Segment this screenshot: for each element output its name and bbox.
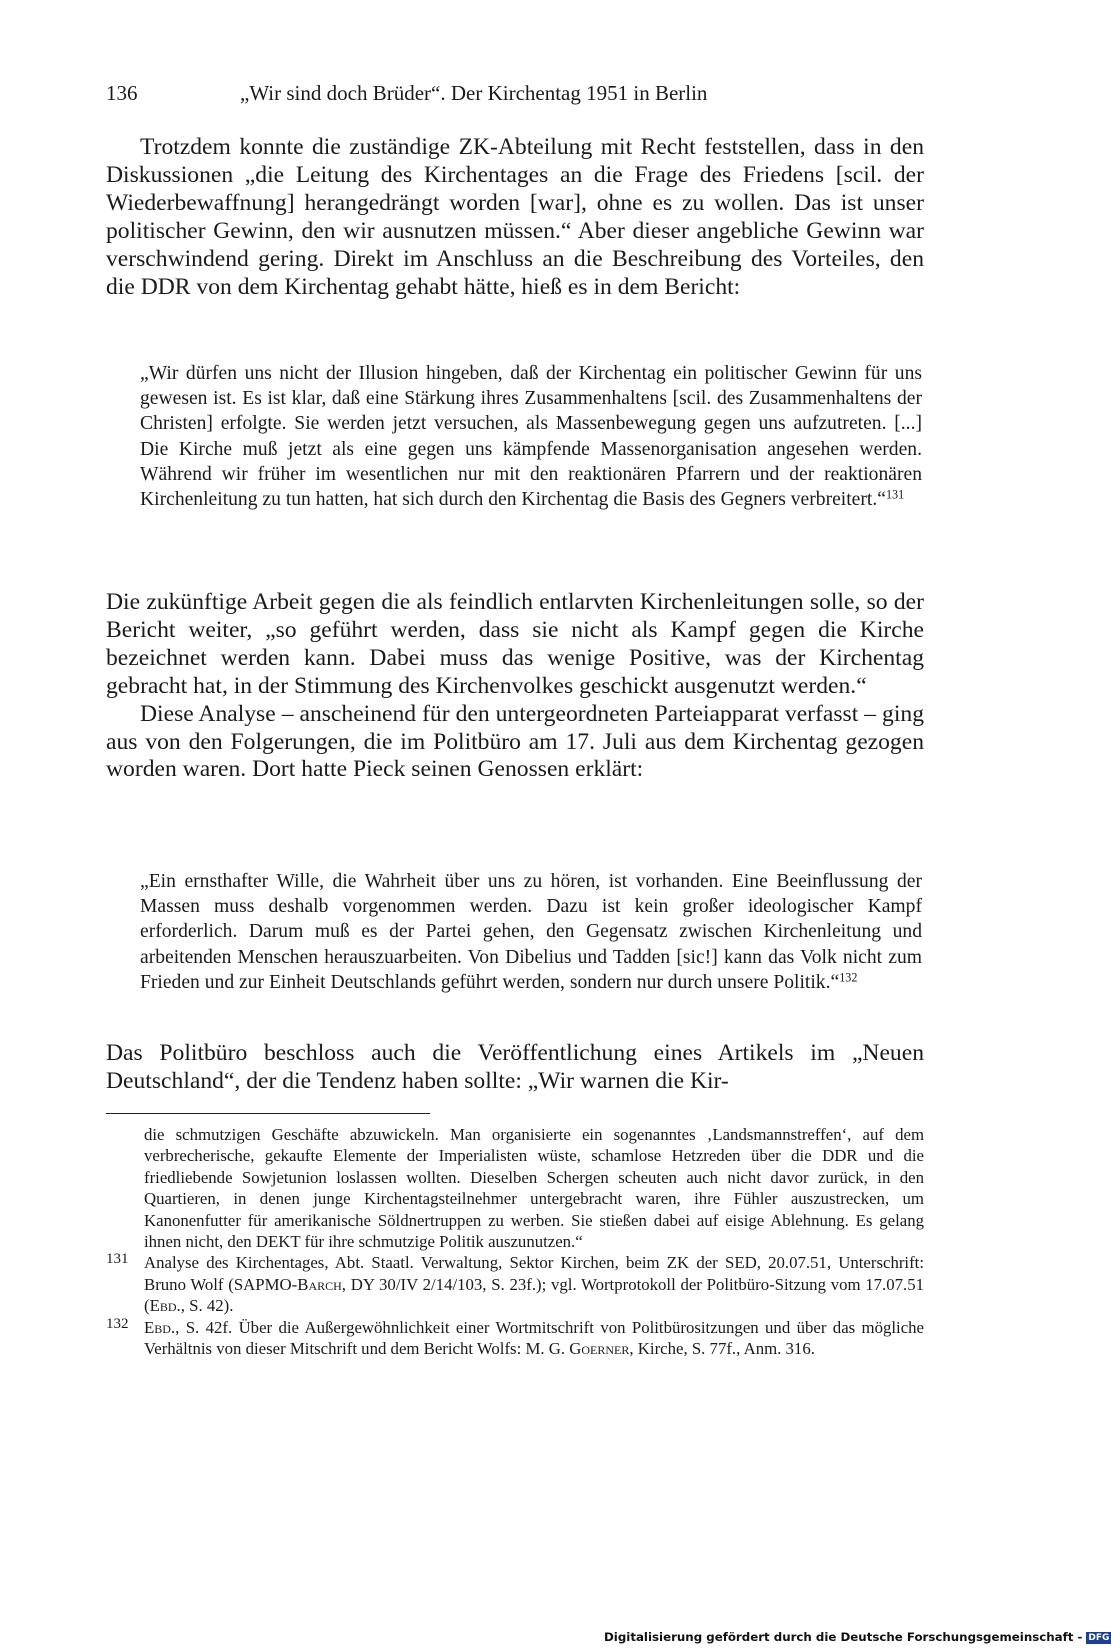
- footnote-text: , Kirche, S. 77f., Anm. 316.: [629, 1339, 815, 1359]
- paragraph-text: Trotzdem konnte die zuständige ZK-Abteilung mit Recht feststellen, dass in den Diskussionen „die Leitung des Kirchentages an die Frage des Friedens [scil. der Wiederbewaffnung] herangedrängt worden [war], ohne es zu wollen. Das ist unser politischer Gewinn, den wir ausnutzen müssen.“ Aber dieser angebliche Gewinn war verschwindend gering. Direkt im Anschluss an die Beschreibung des Vorteiles, den die DDR von dem Kirchentag gehabt hätte, hieß es in dem Bericht:: [106, 134, 924, 300]
- quote-body: „Wir dürfen uns nicht der Illusion hingeben, daß der Kirchentag ein politischer Gewinn für uns gewesen ist. Es ist klar, daß eine Stärkung ihres Zusammenhaltens [scil. des Zusammenhaltens der Christen] erfolgte. Sie werden jetzt versuchen, als Massenbewegung gegen uns aufzutreten. [...] Die Kirche muß jetzt als eine gegen uns kämpfende Massenorganisation angesehen werden. Während wir früher im wesentlichen nur mit den reaktionären Pfarrern und der reaktionären Kirchenleitung zu tun hatten, hat sich durch den Kirchentag die Basis des Gegners verbreitert.“: [140, 363, 922, 511]
- paragraph-text: Die zukünftige Arbeit gegen die als feindlich entlarvten Kirchenleitungen solle, so der Bericht weiter, „so geführt werden, dass sie nicht als Kampf gegen die Kirche bezeichnet werden kann. Dabei muss das wenige Positive, was der Kirchentag gebracht hat, in der Stimmung des Kirchenvolkes geschickt ausgenutzt werden.“: [106, 589, 924, 699]
- dfg-logo-badge: DFG: [1088, 1632, 1110, 1643]
- body-paragraph-1: [106, 134, 924, 301]
- dfg-funding-banner: [604, 1628, 1111, 1646]
- paragraph-text: Das Politbüro beschloss auch die Veröffentlichung eines Artikels im „Neuen Deutschland“, der die Tendenz haben sollte: „Wir warnen die Kir-: [106, 1040, 924, 1094]
- footnote-text-smallcaps: arch: [308, 1274, 342, 1294]
- footnotes: [106, 1124, 924, 1359]
- footnote-separator: [106, 1113, 430, 1114]
- footnote-text: Analyse des Kirchentages, Abt. Staatl. Verwaltung, Sektor Kirchen, beim ZK der SED, 20.07.51, Unterschrift: Bruno Wolf (SAPMO-B: [144, 1253, 924, 1294]
- block-quote-2: [140, 869, 922, 995]
- footnote-continuation: die schmutzigen Geschäfte abzuwickeln. Man organisierte ein sogenanntes ‚Landsmannstreffen‘, auf dem verbrecherische, gekaufte Elemente der Imperialisten wüste, schamlose Hetzreden über die DDR und die friedliebende Sowjetunion loslassen wollten. Dieselben Schergen scheuten auch nicht davor zurück, in den Quartieren, in denen junge Kirchentagsteilnehmer untergebracht waren, ihre Fühler auszustrecken, um Kanonenfutter für amerikanische Söldnertruppen zu werben. Sie stießen dabei auf eisige Ablehnung. Es gelang ihnen nicht, den DEKT für ihre schmutzige Politik auszunutzen.“: [144, 1125, 924, 1252]
- quote-text: [140, 361, 922, 512]
- footnote-text-smallcaps: Ebd.: [149, 1296, 181, 1316]
- footnote-number: 131: [106, 1251, 129, 1268]
- footnote-ref-132: 132: [839, 970, 858, 985]
- footnote-132: [106, 1315, 924, 1360]
- footnote-131: [106, 1251, 924, 1316]
- footnote-number: 132: [106, 1315, 129, 1332]
- running-header: [106, 76, 906, 110]
- paragraph-text: Diese Analyse – anscheinend für den untergeordneten Parteiapparat verfasst – ging aus von den Folgerungen, die im Politbüro am 17. Juli aus dem Kirchentag gezogen worden waren. Dort hatte Pieck seinen Genossen erklärt:: [106, 700, 924, 783]
- footnote-ref-131: 131: [885, 487, 905, 502]
- body-paragraph-4: [106, 1040, 924, 1096]
- footnote-text-smallcaps: Goerner: [569, 1339, 630, 1359]
- footnote-text-smallcaps: Ebd.: [144, 1317, 176, 1337]
- footnote-text: , S. 42).: [180, 1296, 234, 1316]
- footnote-text: , S. 42f. Über die Außergewöhnlichkeit einer Wortmitschrift von Politbürositzungen und über das mögliche Verhältnis von dieser Mitschrift und dem Bericht Wolfs: M. G.: [144, 1317, 924, 1359]
- footnote-text: , DY 30/IV 2/14/103, S. 23f.); vgl. Wortprotokoll der Politbüro-Sitzung vom 17.07.51 (: [144, 1274, 924, 1316]
- banner-text: Digitalisierung gefördert durch die Deutsche Forschungsgemeinschaft -: [604, 1630, 1083, 1644]
- body-paragraphs-2-3: [106, 589, 924, 784]
- page-number: 136: [106, 81, 138, 105]
- quote-text: [140, 869, 922, 995]
- running-title: „Wir sind doch Brüder“. Der Kirchentag 1951 in Berlin: [240, 81, 708, 105]
- quote-body: „Ein ernsthafter Wille, die Wahrheit über uns zu hören, ist vorhanden. Eine Beeinflussung der Massen muss deshalb vorgenommen werden. Dazu ist kein großer ideologischer Kampf erforderlich. Darum muß es der Partei gehen, den Gegensatz zwischen Kirchenleitung und arbeitenden Menschen herauszuarbeiten. Von Dibelius und Tadden [sic!] kann das Volk nicht zum Frieden und zur Einheit Deutschlands geführt werden, sondern nur durch unsere Politik.“: [140, 871, 922, 993]
- block-quote-1: [140, 361, 922, 512]
